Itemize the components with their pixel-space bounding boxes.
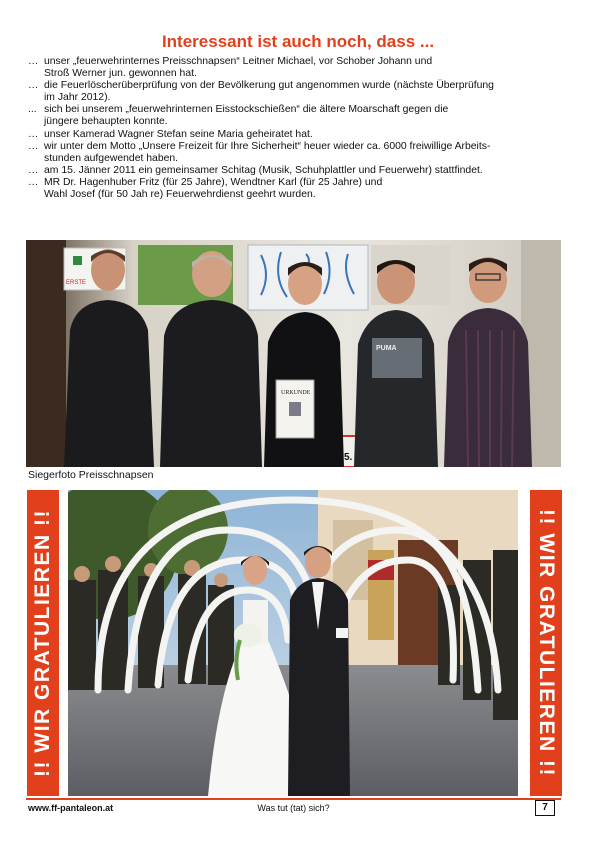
fact-item-ellipsis: …: [28, 164, 39, 176]
fact-item-line2: jüngere behaupten konnte.: [44, 116, 168, 128]
fact-item-line2: im Jahr 2012).: [44, 92, 111, 104]
place-number-5: 5.: [344, 452, 353, 463]
page-heading: Interessant ist auch noch, dass ...: [161, 32, 435, 51]
fact-item: [28, 129, 573, 141]
fact-item-line1: wir unter dem Motto „Unsere Freizeit für Ihre Sicherheit“ heuer wieder ca. 6000 freiwillige Arbeits-: [44, 140, 491, 152]
fact-item: [28, 80, 573, 104]
banner-left-text: !! WIR GRATULIEREN !!: [31, 509, 54, 777]
first-aid-label: ERSTE: [66, 280, 87, 286]
congratulations-banner-right: [530, 490, 562, 796]
fact-item-line2: Wahl Josef (für 50 Jah re) Feuerwehrdienst geehrt wurden.: [44, 189, 316, 201]
wedding-photo-illustration: [68, 490, 518, 796]
congratulations-banner-left: [27, 490, 59, 796]
shirt-brand: PUMA: [376, 345, 397, 352]
fact-item-line1: unser „feuerwehrinternes Preisschnapsen“ Leitner Michael, vor Schober Johann und: [44, 56, 433, 67]
banner-right-text: !! WIR GRATULIEREN !!: [535, 509, 558, 777]
certificate-label: URKUNDE: [281, 390, 311, 396]
page-number: 7: [535, 800, 555, 816]
fact-item: [28, 165, 573, 177]
fact-item: [28, 104, 573, 128]
fact-item: [28, 141, 573, 165]
fact-item-line1: MR Dr. Hagenhuber Fritz (für 25 Jahre), Wendtner Karl (für 25 Jahre) und: [44, 176, 383, 188]
fact-item-ellipsis: …: [28, 128, 39, 140]
fact-item-line1: die Feuerlöscherüberprüfung von der Bevölkerung gut angenommen wurde (nächste Überprüfung: [44, 80, 494, 92]
website-link[interactable]: www.ff-pantaleon.at: [28, 803, 114, 813]
fact-item-line2: Stroß Werner jun. gewonnen hat.: [44, 68, 197, 80]
page-footer: [26, 800, 561, 814]
fact-item-line2: stunden aufgewendet haben.: [44, 152, 179, 164]
group-photo-illustration: [26, 240, 561, 467]
fact-item-ellipsis: …: [28, 80, 39, 92]
facts-list: [28, 56, 573, 201]
fact-item-line1: am 15. Jänner 2011 ein gemeinsamer Schitag (Musik, Schuhplattler und Feuerwehr) stattfindet.: [44, 164, 483, 176]
footer-section-title: Was tut (tat) sich?: [257, 803, 330, 813]
fact-item-ellipsis: …: [28, 176, 39, 188]
fact-item-ellipsis: …: [28, 56, 39, 67]
fact-item: [28, 177, 573, 201]
fact-item: [28, 56, 573, 80]
fact-item-line1: sich bei unserem „feuerwehrinternen Eisstockschießen“ die ältere Moarschaft gegen die: [44, 104, 449, 116]
group-photo: [26, 240, 561, 467]
group-photo-caption: Siegerfoto Preisschnapsen: [28, 469, 154, 481]
fact-item-ellipsis: ...: [28, 104, 37, 116]
fact-item-ellipsis: …: [28, 140, 39, 152]
fact-item-line1: unser Kamerad Wagner Stefan seine Maria geheiratet hat.: [44, 128, 313, 140]
wedding-photo: [68, 490, 518, 796]
